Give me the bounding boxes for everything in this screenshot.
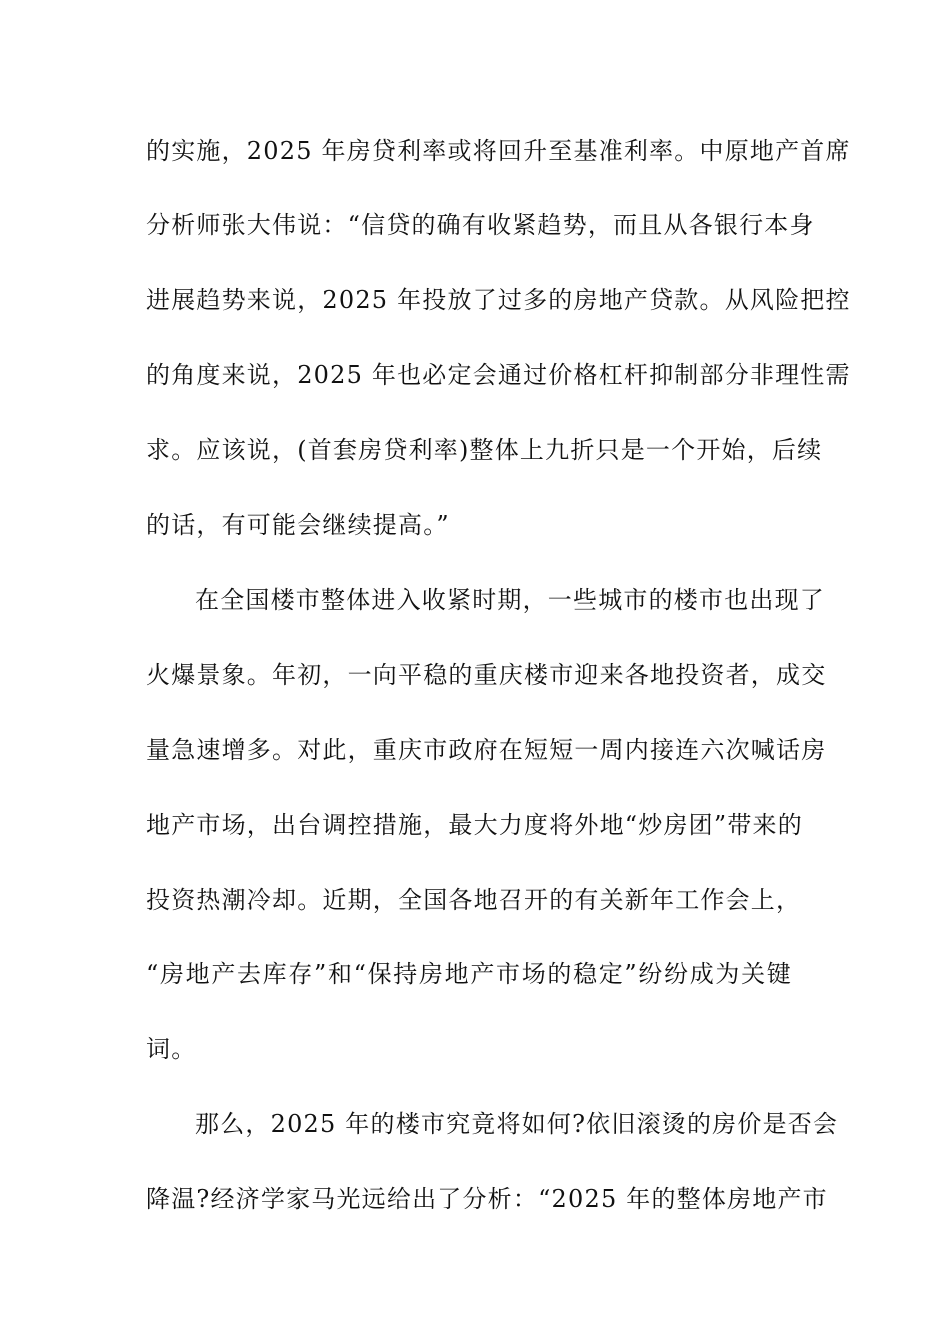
text-line: [0, 505, 950, 545]
text-line: [0, 805, 950, 845]
paragraph-first-line: 在全国楼市整体进入收紧时期，一些城市的楼市也出现了: [195, 586, 825, 614]
paragraph-first-line: 那么，2025 年的楼市究竟将如何?依旧滚烫的房价是否会: [195, 1110, 839, 1138]
text-line: [0, 355, 950, 395]
text-line: [0, 954, 950, 994]
text-line-content: 的角度来说，2025 年也必定会通过价格杠杆抑制部分非理性需: [146, 361, 851, 389]
text-line: [0, 430, 950, 470]
text-line: [0, 131, 950, 171]
text-line-content: 的话，有可能会继续提高。”: [146, 511, 450, 539]
text-line-content: 地产市场，出台调控措施，最大力度将外地“炒房团”带来的: [146, 811, 803, 839]
text-line-content: 词。: [146, 1035, 197, 1063]
text-line-content: 量急速增多。对此，重庆市政府在短短一周内接连六次喊话房: [146, 736, 827, 764]
text-line-content: 分析师张大伟说：“信贷的确有收紧趋势，而且从各银行本身: [146, 211, 815, 239]
text-line: [0, 1104, 950, 1144]
text-line-content: 进展趋势来说，2025 年投放了过多的房地产贷款。从风险把控: [146, 286, 851, 314]
text-line-content: 的实施，2025 年房贷利率或将回升至基准利率。中原地产首席: [146, 137, 851, 165]
text-line-content: 降温?经济学家马光远给出了分析：“2025 年的整体房地产市: [146, 1185, 828, 1213]
text-line-content: 火爆景象。年初，一向平稳的重庆楼市迎来各地投资者，成交: [146, 661, 827, 689]
text-line: [0, 205, 950, 245]
text-line: [0, 880, 950, 920]
text-line-content: “房地产去库存”和“保持房地产市场的稳定”纷纷成为关键: [146, 960, 792, 988]
text-line: [0, 1179, 950, 1219]
text-line: [0, 730, 950, 770]
text-line: [0, 580, 950, 620]
text-line: [0, 655, 950, 695]
text-line: [0, 280, 950, 320]
text-line: [0, 1029, 950, 1069]
text-line-content: 求。应该说，(首套房贷利率)整体上九折只是一个开始，后续: [146, 436, 823, 464]
text-line-content: 投资热潮冷却。近期，全国各地召开的有关新年工作会上，: [146, 886, 802, 914]
